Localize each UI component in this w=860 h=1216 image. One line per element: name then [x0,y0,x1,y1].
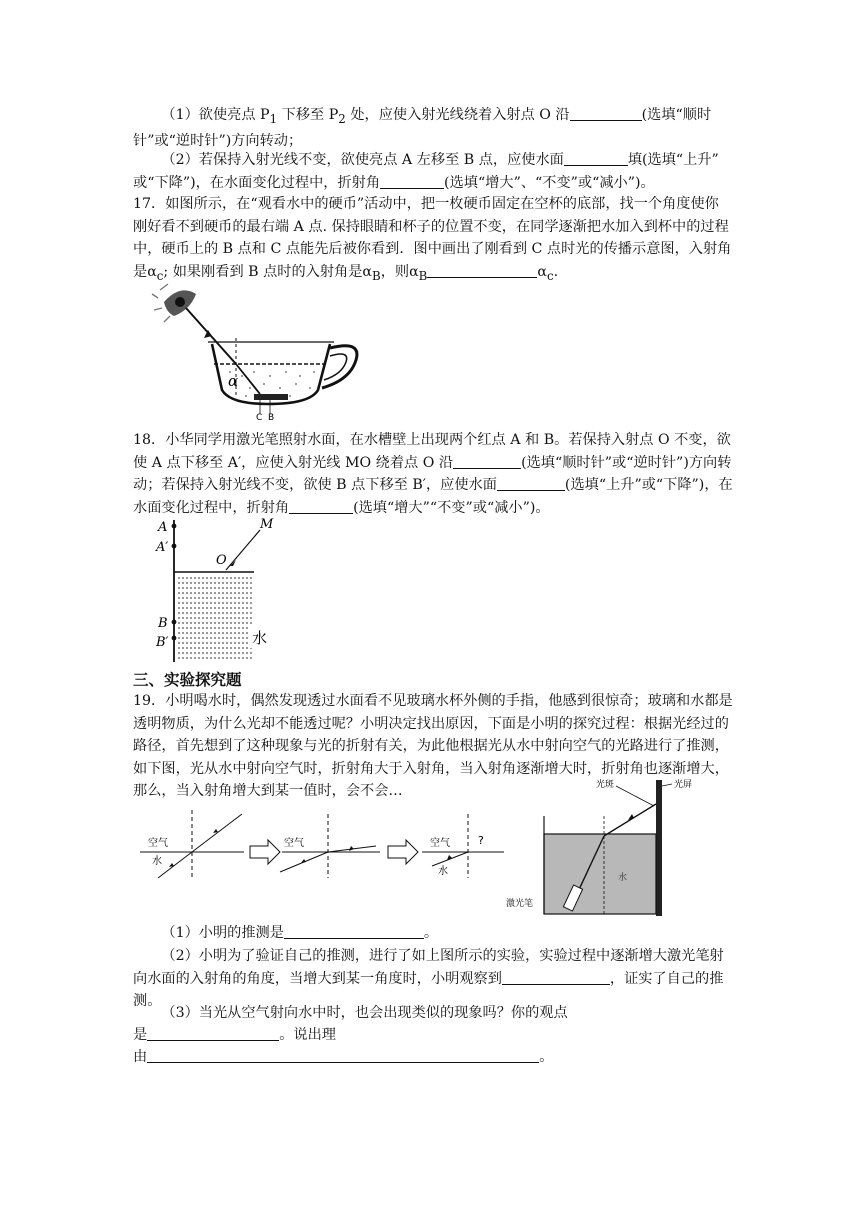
q19-subquestion-3-line3 [133,1046,733,1069]
q19-s3-text-e: 。 [539,1049,554,1065]
refraction-panel-3 [422,814,504,878]
answer-blank[interactable] [427,262,537,278]
q17-text-a: 17．如图所示，在“观看水中的硬币”活动中，把一枚硬币固定在空杯的底部，找一个角度使你刚好看不到硬币的最右端 A 点. 保持眼睛和杯子的位置不变，在同学逐渐把水加入到杯中的过程中，硬币上的 B 点和 C 点能先后被你看到．图中画出了刚看到 C 点时光的传播示意图，入射角是α [133,196,732,280]
incident-ray [226,530,260,570]
q16-part1-text-c: 处，应使入射光线绕着入射点 O 沿 [345,107,570,123]
answer-blank[interactable] [570,105,642,121]
next-arrow-icon [388,840,418,864]
q16-part2-text-b: 填(选填“上升” 或“下降”)，在水面变化过程中，折射角 [133,152,719,191]
q19-subquestion-3-line2 [133,1024,733,1047]
point-o-label: O [216,553,227,568]
answer-blank[interactable] [284,923,424,939]
light-ray [236,364,260,394]
q19-s3-text-c: 。说出理 [279,1027,336,1043]
water-label: 水 [438,866,448,877]
q16-part1 [133,104,733,153]
subscript: B [371,268,381,283]
q19-s2-text-a: （2）小明为了验证自己的推测，进行了如上图所示的实验，实验过程中逐渐增大激光笔射向水面的入射角的角度，当增大到某一角度时，小明观察到 [133,948,724,987]
q19-s3-text-b: 是 [133,1027,148,1043]
refraction-panel-2 [280,814,380,878]
water-label: 水 [618,873,628,883]
q16-part2-text-c: (选填“增大”、“不变”或“减小”)。 [444,174,655,191]
q17-text-b: ; 如果刚看到 B 点时的入射角是α [163,263,372,280]
water-label: 水 [252,629,268,647]
q18-text-d: (选填“增大”“不变”或“减小”)。 [353,499,550,516]
answer-blank[interactable] [453,453,521,469]
alpha-label: α [228,372,239,390]
section-title: 三、实验探究题 [133,671,242,689]
point-a-prime-label: A′ [156,540,169,555]
q19-s1-text-b: 。 [423,925,439,941]
answer-blank[interactable] [289,498,353,514]
q17-text-d: α [537,263,547,280]
point-b-prime-label: B′ [156,635,169,650]
answer-blank[interactable] [147,1025,279,1041]
refraction-panel-1 [140,810,244,878]
refraction-sequence-figure [140,800,540,880]
air-label: 空气 [284,838,304,849]
light-screen [656,780,662,916]
q16-part1-text-b: 下移至 P [277,107,339,123]
q19-subquestion-1 [133,922,733,945]
q19-intro-text: 19．小明喝水时，偶然发现透过水面看不见玻璃水杯外侧的手指，他感到很惊奇；玻璃和水都是透明物质，为什么光却不能透过呢？小明决定找出原因，下面是小明的探究过程：根据光经过的路径，首先想到了这种现象与光的折射有关，为此他根据光从水中射向空气的光路进行了推测，如下图，光从水中射向空气时，折射角大于入射角，当入射角逐渐增大时，折射角也逐渐增大，那么，当入射角增大到某一值时，会不会… [133,693,733,799]
question-17 [133,193,733,287]
q17-text-e: . [553,263,559,280]
air-label: 空气 [430,838,450,849]
q18-text-b: (选填“顺时针”或“逆时针”)方向转动；若保持入射光线不变，欲使 B 点下移至 B′，应使水面 [133,454,732,493]
q16-part2 [133,149,733,194]
q16-part1-text-a: （1）欲使亮点 P [161,107,270,123]
q18-text-c: (选填“上升”或“下降”)，在水面变化过程中，折射角 [133,477,733,516]
water-hatching [178,578,254,658]
answer-blank[interactable] [497,475,565,491]
q19-s3-text-a: （3）当光从空气射向水中时，也会出现类似的现象吗？你的观点 [161,1005,568,1021]
point-b-label: B [268,413,275,420]
light-spot-label: 光斑 [596,780,615,790]
coin [254,394,288,400]
subscript: B [418,268,428,283]
point-b-label: B [158,616,168,631]
answer-blank[interactable] [147,1047,539,1063]
next-arrow-icon [250,840,280,864]
water-tank-figure [150,516,280,664]
q16-part1-text-d: (选填“顺时针”或“逆时针”)方向转动； [133,107,712,150]
screen-label: 光屏 [674,780,693,790]
cup-coin-figure [150,280,370,420]
question-mark: ? [478,834,484,847]
q19-s1-text-a: （1）小明的推测是 [161,925,284,941]
subscript: c [156,268,164,283]
q19-subquestion-3 [133,1002,733,1025]
water-label: 水 [152,856,162,867]
answer-blank[interactable] [380,173,444,189]
laser-experiment-figure [534,776,704,916]
q19-s3-text-d: 由 [133,1049,148,1065]
answer-blank[interactable] [502,969,610,985]
subscript: c [546,268,554,283]
subscript: 1 [269,111,278,126]
q16-part2-text-a: （2）若保持入射光线不变，欲使亮点 A 左移至 B 点，应使水面 [161,152,564,168]
eye-icon [152,284,196,322]
point-c-label: C [256,413,263,420]
answer-blank[interactable] [564,150,628,166]
air-label: 空气 [148,838,168,849]
laser-label-outside: 激光笔 [506,899,534,909]
q18-text-a: 18．小华同学用激光笔照射水面，在水槽壁上出现两个红点 A 和 B。若保持入射点 O 不变，欲使 A 点下移至 A′，应使入射光线 MO 绕着点 O 沿 [133,432,731,471]
subscript: 2 [338,111,346,126]
point-a-label: A [158,520,168,535]
q19-s2-text-b: ，证实了自己的推测。 [133,970,724,1009]
point-m-label: M [260,517,274,532]
q17-text-c: ，则α [380,263,419,280]
water-texture [229,371,315,397]
question-18 [133,429,733,519]
